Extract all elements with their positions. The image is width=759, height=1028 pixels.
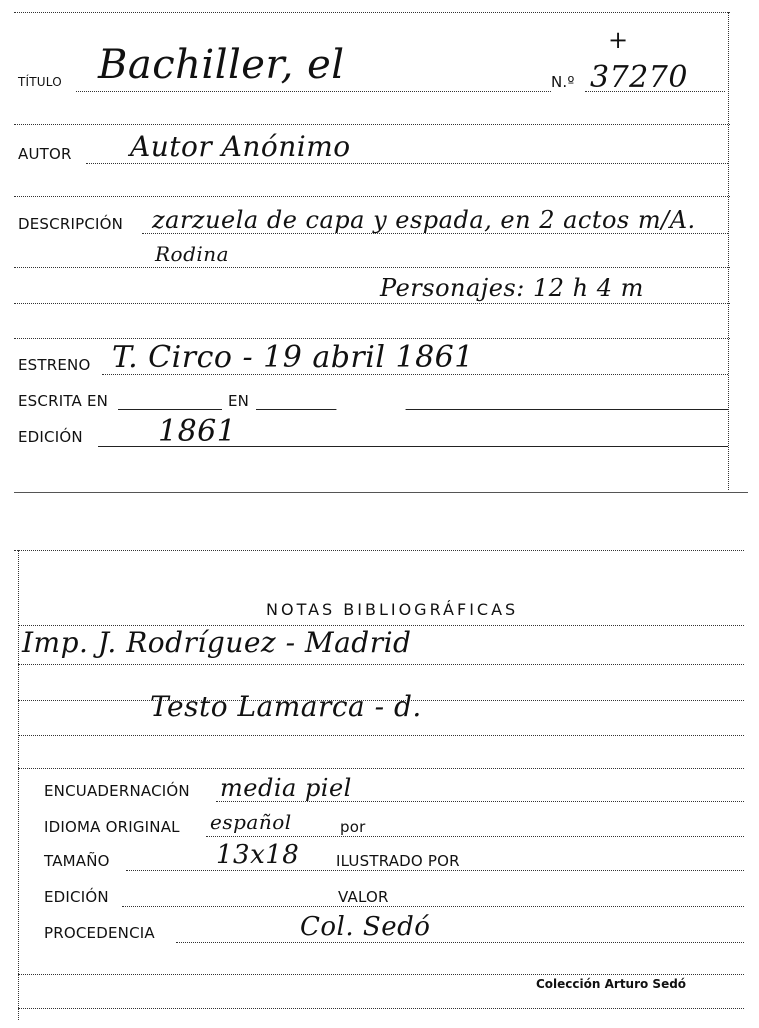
escrita-en-line [118, 409, 222, 410]
back-rule-6 [18, 974, 744, 975]
por-label: por [340, 818, 366, 836]
rule-1 [14, 124, 730, 125]
rule-3 [14, 267, 730, 268]
idioma-value: español [210, 810, 292, 834]
ilustrado-label: ILUSTRADO POR [336, 852, 460, 870]
catalog-card-front [0, 0, 759, 492]
back-rule-4 [18, 735, 744, 736]
back-rule-5 [18, 768, 744, 769]
rule-4 [14, 303, 730, 304]
edicion-value: 1861 [158, 414, 237, 449]
descripcion-line3: Personajes: 12 h 4 m [380, 274, 644, 302]
collection-credit: Colección Arturo Sedó [536, 977, 687, 991]
rule-5 [14, 338, 730, 339]
escrita-en-label: ESCRITA EN [18, 392, 109, 410]
descripcion-line2: Rodina [155, 242, 230, 266]
en-line [256, 409, 728, 410]
autor-line [86, 163, 728, 164]
idioma-line [206, 836, 744, 837]
numero-value: 37270 [590, 60, 688, 95]
en-label: EN [228, 392, 250, 410]
back-edicion-line [122, 906, 744, 907]
descripcion-label: DESCRIPCIÓN [18, 215, 124, 233]
rule-2 [14, 196, 730, 197]
back-bottom-border [18, 1008, 744, 1009]
procedencia-label: PROCEDENCIA [44, 924, 155, 942]
tamano-line [126, 870, 744, 871]
back-top-border [14, 550, 744, 551]
valor-label: VALOR [338, 888, 389, 906]
notes-line2: Testo Lamarca - d. [150, 690, 422, 723]
titulo-line [76, 91, 551, 92]
autor-label: AUTOR [18, 145, 72, 163]
top-border [14, 12, 730, 13]
encuadernacion-value: media piel [220, 774, 352, 802]
back-edicion-label: EDICIÓN [44, 888, 109, 906]
right-border [728, 12, 729, 490]
procedencia-line [176, 942, 744, 943]
titulo-value: Bachiller, el [98, 42, 345, 88]
notes-line1: Imp. J. Rodríguez - Madrid [22, 626, 412, 659]
autor-value: Autor Anónimo [130, 130, 351, 163]
idioma-label: IDIOMA ORIGINAL [44, 818, 180, 836]
encuadernacion-label: ENCUADERNACIÓN [44, 782, 190, 800]
estreno-label: ESTRENO [18, 356, 91, 374]
tamano-label: TAMAÑO [44, 852, 110, 870]
titulo-label: TÍTULO [18, 75, 62, 89]
numero-label: N.º [551, 73, 575, 91]
cross-mark: + [608, 26, 629, 54]
estreno-value: T. Circo - 19 abril 1861 [112, 340, 474, 375]
notas-heading: NOTAS BIBLIOGRÁFICAS [266, 600, 519, 619]
card-divider [14, 492, 748, 493]
back-rule-3 [18, 700, 744, 701]
descripcion-line1: zarzuela de capa y espada, en 2 actos m/A. [152, 206, 696, 234]
tamano-value: 13x18 [216, 840, 300, 870]
back-left-border [18, 550, 19, 1020]
paper-blot [336, 384, 406, 444]
catalog-card-back [0, 540, 759, 1020]
edicion-label: EDICIÓN [18, 428, 83, 446]
back-rule-2 [18, 664, 744, 665]
procedencia-value: Col. Sedó [300, 912, 431, 942]
